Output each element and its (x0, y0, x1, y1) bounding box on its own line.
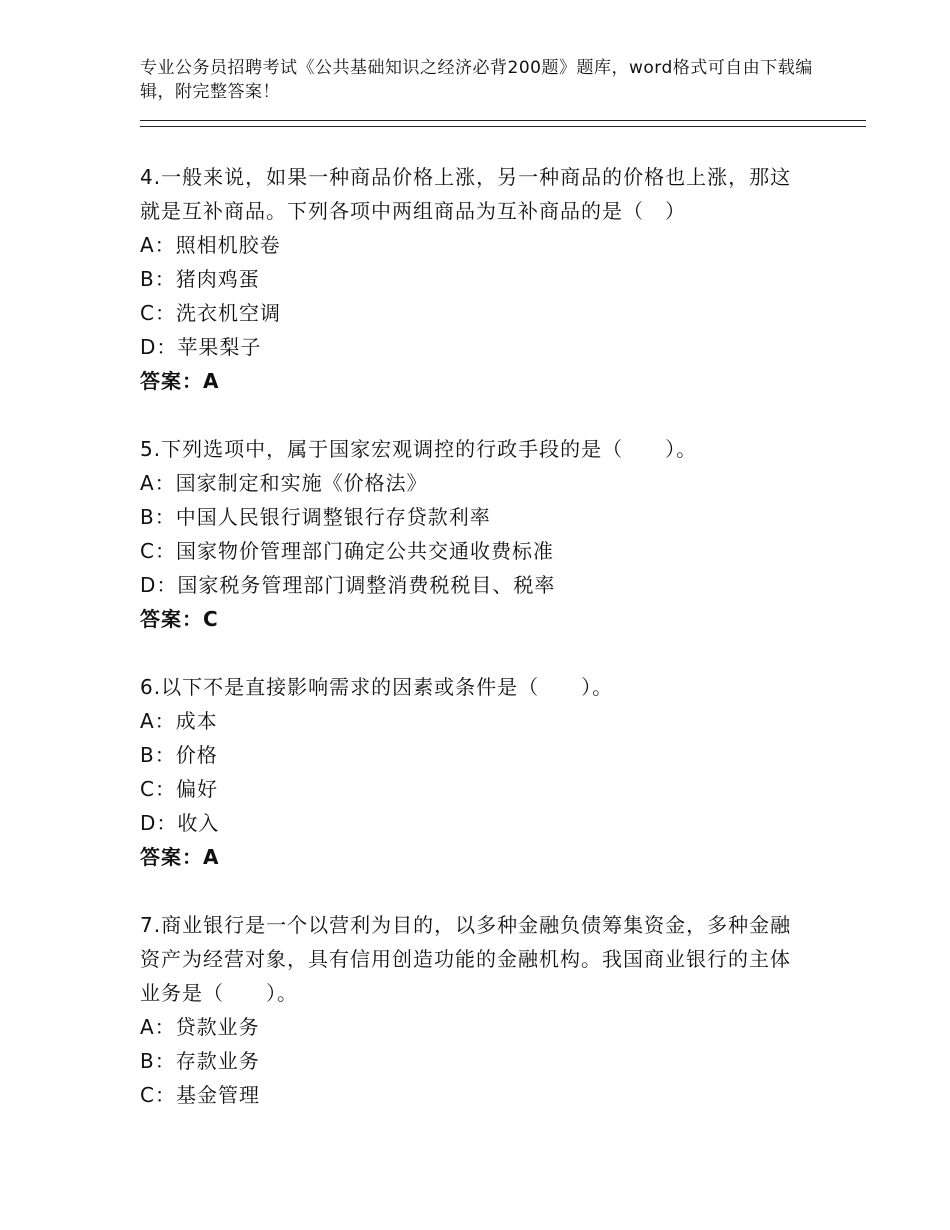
option-c: C：国家物价管理部门确定公共交通收费标准 (140, 539, 554, 563)
option-c: C：洗衣机空调 (140, 301, 281, 325)
question-list (140, 160, 810, 1146)
answer: 答案：C (140, 607, 219, 631)
question-stem: 6.以下不是直接影响需求的因素或条件是（ ）。 (140, 675, 614, 699)
question-6 (140, 670, 810, 874)
option-d: D：国家税务管理部门调整消费税税目、税率 (140, 573, 556, 597)
option-a: A：国家制定和实施《价格法》 (140, 471, 428, 495)
option-c: C：偏好 (140, 777, 218, 801)
answer: 答案：A (140, 369, 220, 393)
question-4 (140, 160, 810, 398)
question-stem: 4.一般来说，如果一种商品价格上涨，另一种商品的价格也上涨，那这就是互补商品。下列各项中两组商品为互补商品的是（ ） (140, 165, 792, 223)
document-header: 专业公务员招聘考试《公共基础知识之经济必背200题》题库，word格式可自由下载编辑，附完整答案！ (140, 58, 813, 102)
option-b: B：价格 (140, 743, 218, 767)
option-b: B：存款业务 (140, 1049, 260, 1073)
option-a: A：成本 (140, 709, 218, 733)
option-c: C：基金管理 (140, 1083, 260, 1107)
option-d: D：苹果梨子 (140, 335, 262, 359)
question-5 (140, 432, 810, 636)
header-double-rule (140, 120, 866, 127)
question-stem: 7.商业银行是一个以营利为目的，以多种金融负债筹集资金，多种金融资产为经营对象，具有信用创造功能的金融机构。我国商业银行的主体业务是（ ）。 (140, 913, 792, 1005)
question-7 (140, 908, 810, 1112)
option-b: B：猪肉鸡蛋 (140, 267, 260, 291)
answer: 答案：A (140, 845, 220, 869)
question-stem: 5.下列选项中，属于国家宏观调控的行政手段的是（ ）。 (140, 437, 698, 461)
option-a: A：照相机胶卷 (140, 233, 281, 257)
option-b: B：中国人民银行调整银行存贷款利率 (140, 505, 491, 529)
option-d: D：收入 (140, 811, 220, 835)
option-a: A：贷款业务 (140, 1015, 260, 1039)
